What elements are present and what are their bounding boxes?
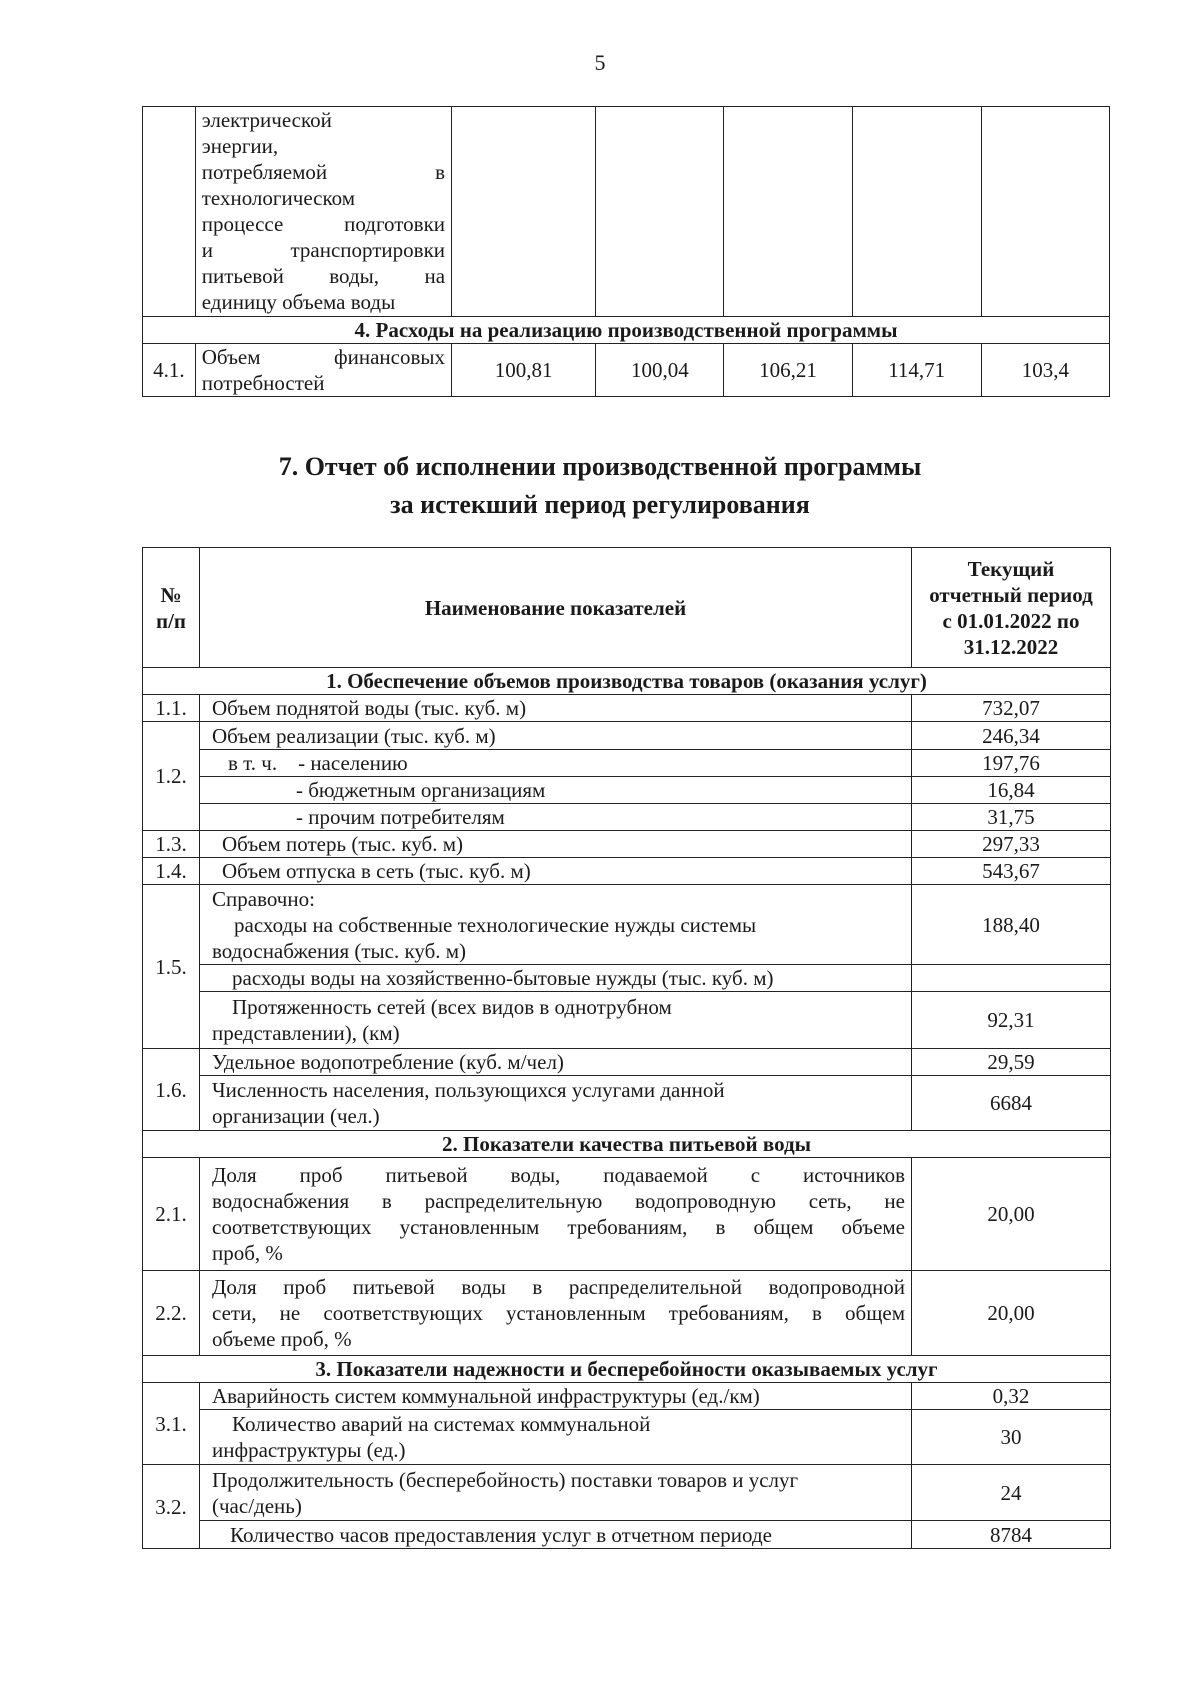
table-row: расходы воды на хозяйственно-бытовые нужды (тыс. куб. м) bbox=[143, 965, 1111, 992]
section-row bbox=[143, 1131, 1111, 1158]
table-row: 2.1. Доля проб питьевой воды, подаваемой с источников водоснабжения в распределительную водопроводную сеть, не соответствующих установленным требованиям, в общем объеме проб, % 20,00 bbox=[143, 1158, 1111, 1271]
section-1-title: 1. Обеспечение объемов производства товаров (оказания услуг) bbox=[143, 668, 1111, 695]
table-row: 1.1. Объем поднятой воды (тыс. куб. м) 732,07 bbox=[143, 695, 1111, 722]
report-heading: 7. Отчет об исполнении производственной программы за истекший период регулирования bbox=[278, 452, 922, 519]
section-row bbox=[143, 1356, 1111, 1383]
table-row: Численность населения, пользующихся услугами данной организации (чел.) 6684 bbox=[143, 1076, 1111, 1131]
section-4-title: 4. Расходы на реализацию производственной программы bbox=[143, 317, 1110, 344]
continued-indicator-name: электрической энергии, потребляемой в технологическом процессе подготовки и транспортировки питьевой воды, на единицу объема воды bbox=[195, 107, 451, 317]
table-row: 3.1. Аварийность систем коммунальной инфраструктуры (ед./км) 0,32 bbox=[143, 1383, 1111, 1410]
table-row bbox=[143, 107, 1110, 317]
table-row: - бюджетным организациям 16,84 bbox=[143, 777, 1111, 804]
report-table bbox=[142, 547, 1111, 1549]
section-row bbox=[143, 668, 1111, 695]
table-row: 2.2. Доля проб питьевой воды в распределительной водопроводной сети, не соответствующих установленным требованиям, в общем объеме проб, % 20,00 bbox=[143, 1271, 1111, 1356]
table-row: 1.3. Объем потерь (тыс. куб. м) 297,33 bbox=[143, 831, 1111, 858]
table-row: 1.4. Объем отпуска в сеть (тыс. куб. м) 543,67 bbox=[143, 858, 1111, 885]
col-header-period: Текущий отчетный период с 01.01.2022 по 31.12.2022 bbox=[912, 548, 1111, 668]
section-2-title: 2. Показатели качества питьевой воды bbox=[143, 1131, 1111, 1158]
table-header bbox=[143, 548, 1111, 668]
section-row bbox=[143, 317, 1110, 344]
col-header-name: Наименование показателей bbox=[200, 548, 912, 668]
table-row: в т. ч. - населению 197,76 bbox=[143, 750, 1111, 777]
table-row: Количество аварий на системах коммунальной инфраструктуры (ед.) 30 bbox=[143, 1410, 1111, 1465]
table-row: Протяженность сетей (всех видов в однотрубном представлении), (км) 92,31 bbox=[143, 992, 1111, 1049]
table-row: 1.2. Объем реализации (тыс. куб. м) 246,34 bbox=[143, 722, 1111, 750]
table-row: - прочим потребителям 31,75 bbox=[143, 804, 1111, 831]
table-row: Количество часов предоставления услуг в отчетном периоде 8784 bbox=[143, 1521, 1111, 1549]
col-header-num: № п/п bbox=[143, 548, 200, 668]
financial-table bbox=[142, 106, 1110, 397]
table-row: 4.1. Объем финансовых потребностей 100,81 100,04 106,21 114,71 103,4 bbox=[143, 344, 1110, 397]
indicator-name: Объем финансовых потребностей bbox=[195, 344, 451, 397]
section-3-title: 3. Показатели надежности и бесперебойности оказываемых услуг bbox=[143, 1356, 1111, 1383]
table-row: 3.2. Продолжительность (бесперебойность) поставки товаров и услуг (час/день) 24 bbox=[143, 1465, 1111, 1521]
table-row: 1.5. Справочно: расходы на собственные технологические нужды системы водоснабжения (тыс. куб. м) 188,40 bbox=[143, 885, 1111, 965]
table-row: 1.6. Удельное водопотребление (куб. м/чел) 29,59 bbox=[143, 1049, 1111, 1076]
page-number: 5 bbox=[594, 50, 606, 75]
